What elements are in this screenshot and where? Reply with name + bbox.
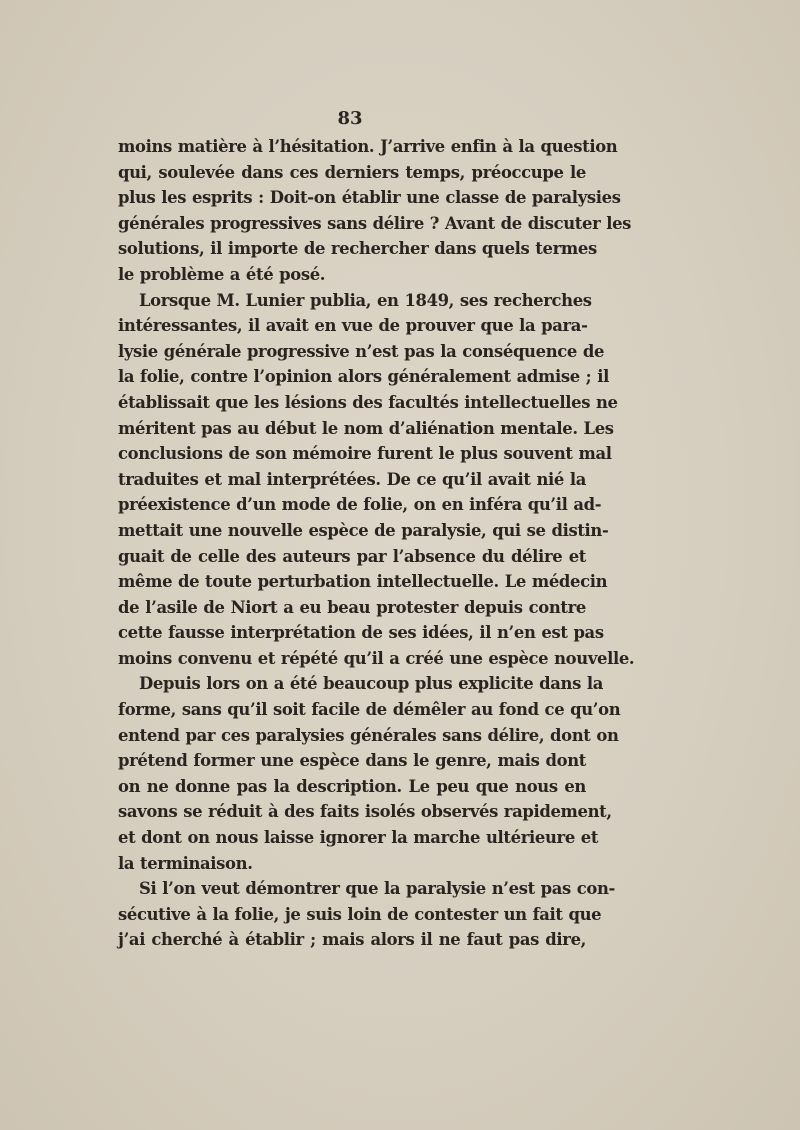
text-line: de l’asile de Niort a eu beau protester depuis contre — [118, 597, 586, 617]
text-line: plus les esprits : Doit-on établir une classe de paralysies — [118, 188, 621, 208]
text-line: générales progressives sans délire ? Avant de discuter les — [118, 213, 632, 233]
text-line: guait de celle des auteurs par l’absence du délire et — [118, 546, 586, 566]
text-line: Depuis lors on a été beaucoup plus explicite dans la — [139, 674, 603, 694]
text-line: méritent pas au début le nom d’aliénation mentale. Les — [118, 418, 614, 438]
text-line: Si l’on veut démontrer que la paralysie n’est pas con- — [139, 879, 616, 899]
body-text — [118, 134, 635, 953]
text-line: savons se réduit à des faits isolés observés rapidement, — [118, 802, 612, 822]
text-line: entend par ces paralysies générales sans délire, dont on — [118, 725, 619, 745]
text-line: intéressantes, il avait en vue de prouver que la para- — [118, 316, 588, 336]
text-line: moins matière à l’hésitation. J’arrive enfin à la question — [118, 137, 618, 156]
text-line: établissait que les lésions des facultés intellectuelles ne — [118, 392, 618, 412]
text-line: moins convenu et répété qu’il a créé une espèce nouvelle. — [118, 648, 635, 668]
text-line: la folie, contre l’opinion alors généralement admise ; il — [118, 367, 609, 387]
text-line: cette fausse interprétation de ses idées, il n’en est pas — [118, 623, 604, 643]
text-line: mettait une nouvelle espèce de paralysie, qui se distin- — [118, 520, 609, 540]
text-line: traduites et mal interprétées. De ce qu’il avait nié la — [118, 469, 586, 489]
text-line: conclusions de son mémoire furent le plus souvent mal — [118, 444, 612, 464]
text-line: solutions, il importe de rechercher dans quels termes — [118, 239, 597, 259]
text-line: même de toute perturbation intellectuelle. Le médecin — [118, 572, 608, 592]
text-line: et dont on nous laisse ignorer la marche ultérieure et — [118, 828, 599, 848]
page-number: 83 — [337, 108, 363, 129]
text-line: Lorsque M. Lunier publia, en 1849, ses recherches — [139, 290, 592, 310]
text-line: on ne donne pas la description. Le peu que nous en — [118, 776, 586, 796]
text-line: sécutive à la folie, je suis loin de contester un fait que — [118, 904, 602, 924]
text-line: la terminaison. — [118, 853, 253, 873]
text-line: prétend former une espèce dans le genre, mais dont — [118, 751, 586, 771]
text-line: forme, sans qu’il soit facile de démêler au fond ce qu’on — [118, 700, 621, 720]
text-line: j’ai cherché à établir ; mais alors il ne faut pas dire, — [118, 930, 586, 950]
text-line: préexistence d’un mode de folie, on en inféra qu’il ad- — [118, 495, 602, 515]
text-line: qui, soulevée dans ces derniers temps, préoccupe le — [118, 162, 586, 182]
text-line: lysie générale progressive n’est pas la conséquence de — [118, 341, 605, 361]
text-line: le problème a été posé. — [118, 264, 326, 284]
